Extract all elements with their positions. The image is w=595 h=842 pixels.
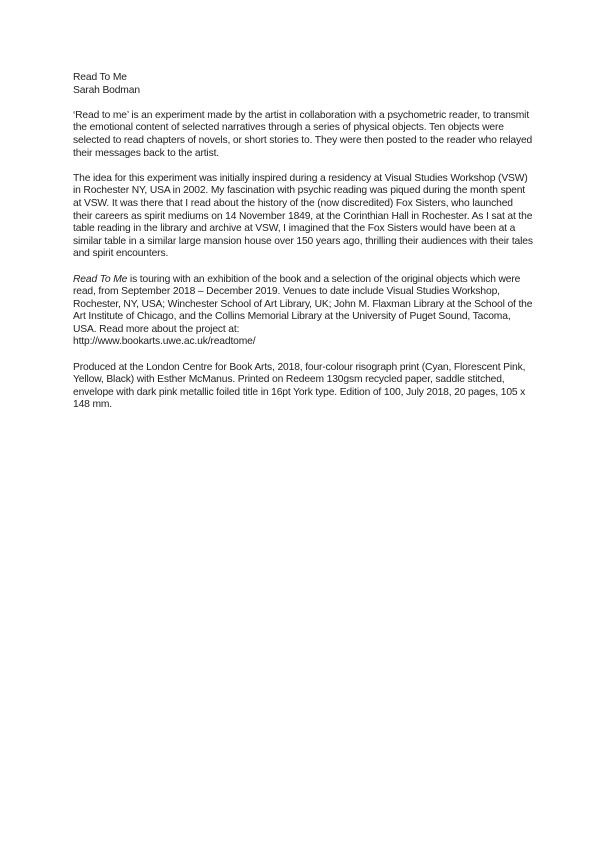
document-author: Sarah Bodman: [73, 84, 140, 96]
paragraph-residency: The idea for this experiment was initially inspired during a residency at Visual Studies Workshop (VSW) in Rochester NY, USA in 2002. My fascination with psychic reading was piqued during the month spent at VSW. It was there that I read about the history of the (now discredited) Fox Sisters, who launched their careers as spirit mediums on 14 November 1849, at the Corinthian Hall in Rochester. As I sat at the table reading in the library and archive at VSW, I imagined that the Fox Sisters would have been at a similar table in a similar large mansion house over 150 years ago, thrilling their audiences with their tales and spirit encounters.: [73, 172, 533, 260]
paragraph-production: Produced at the London Centre for Book Arts, 2018, four-colour risograph print (Cyan, Florescent Pink, Yellow, Black) with Esther McManus. Printed on Redeem 130gsm recycled paper, saddle stitched, envelope with dark pink metallic foiled title in 16pt York type. Edition of 100, July 2018, 20 pages, 105 x 148 mm.: [73, 361, 526, 411]
document-page: [73, 72, 533, 412]
paragraph-touring: [73, 274, 533, 350]
paragraph-intro: ‘Read to me’ is an experiment made by the artist in collaboration with a psychometric reader, to transmit the emotional content of selected narratives through a series of physical objects. Ten objects were selected to read chapters of novels, or short stories to. They were then posted to the reader who relayed their messages back to the artist.: [73, 109, 533, 159]
book-title-italic: Read To Me: [73, 273, 128, 285]
touring-text: is touring with an exhibition of the book and a selection of the original objects which were read, from September 2018 – December 2019. Venues to date include Visual Studies Workshop, Rochester, NY, USA; Winchester School of Art Library, UK; John M. Flaxman Library at the School of the Art Institute of Chicago, and the Collins Memorial Library at the University of Puget Sound, Tacoma, USA. Read more about the project at:: [73, 273, 533, 335]
project-link[interactable]: http://www.bookarts.uwe.ac.uk/readtome/: [73, 336, 256, 348]
document-title: Read To Me: [73, 72, 127, 83]
